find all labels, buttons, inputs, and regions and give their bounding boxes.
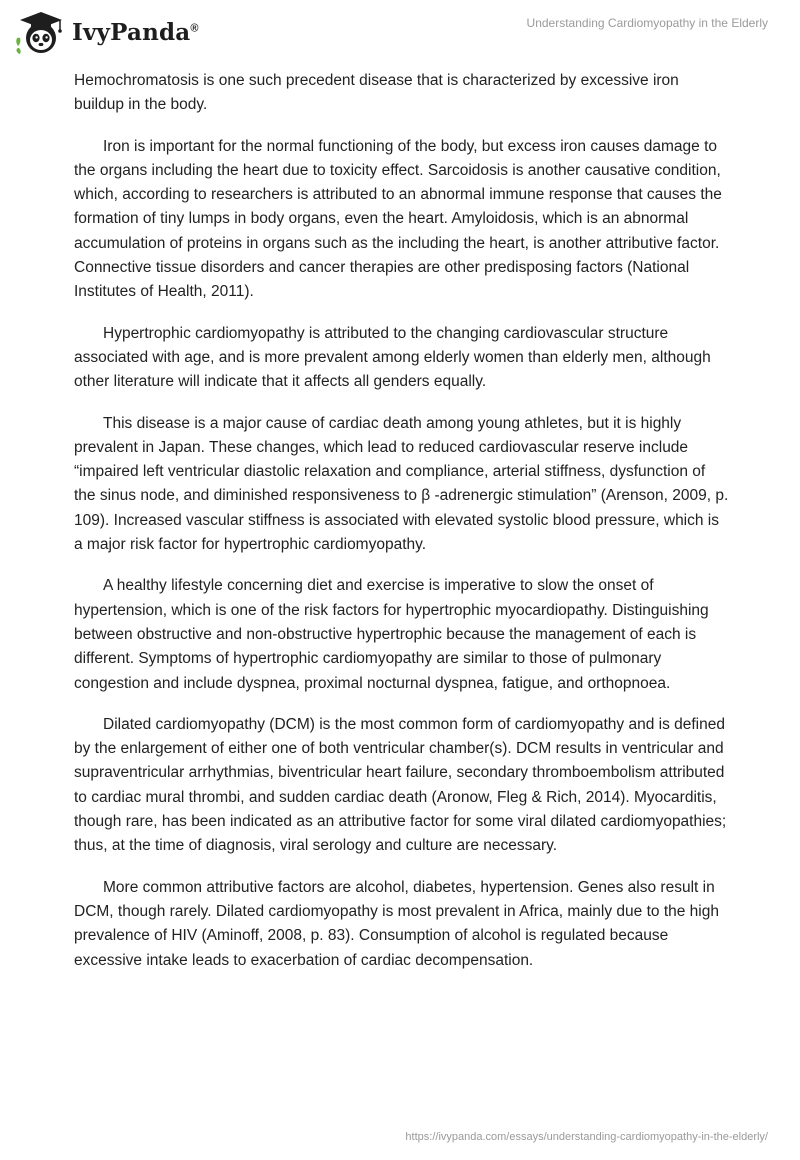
essay-body bbox=[74, 69, 730, 990]
document-title: Understanding Cardiomyopathy in the Elderly bbox=[526, 16, 768, 30]
panda-graduation-cap-icon bbox=[14, 8, 66, 56]
paragraph: A healthy lifestyle concerning diet and exercise is imperative to slow the onset of hypertension, which is one of the risk factors for hypertrophic myocardiopathy. Distinguishing between obstructive and non-obstructive hypertrophic because the management of each is different. Symptoms of hypertrophic cardiomyopathy are similar to those of pulmonary congestion and include dyspnea, proximal nocturnal dyspnea, fatigue, and orthopnoea. bbox=[74, 577, 709, 692]
paragraph: Hemochromatosis is one such precedent disease that is characterized by excessive iron buildup in the body. bbox=[74, 72, 679, 114]
paragraph: This disease is a major cause of cardiac death among young athletes, but it is highly prevalent in Japan. These changes, which lead to reduced cardiovascular reserve include “impaired left ventricular diastolic relaxation and compliance, arterial stiffness, dysfunction of the sinus node, and diminished responsiveness to β -adrenergic stimulation” (Arenson, 2009, p. 109). Increased vascular stiffness is associated with elevated systolic blood pressure, which is a major risk factor for hypertrophic cardiomyopathy. bbox=[74, 414, 729, 554]
logo-text: IvyPanda® bbox=[72, 18, 199, 46]
source-url: https://ivypanda.com/essays/understanding-cardiomyopathy-in-the-elderly/ bbox=[405, 1131, 768, 1143]
page-header bbox=[0, 0, 800, 70]
paragraph: More common attributive factors are alcohol, diabetes, hypertension. Genes also result in DCM, though rarely. Dilated cardiomyopathy is most prevalent in Africa, mainly due to the high prevalence of HIV (Aminoff, 2008, p. 83). Consumption of alcohol is regulated because excessive intake leads to exacerbation of cardiac decompensation. bbox=[74, 878, 719, 969]
paragraph: Iron is important for the normal functioning of the body, but excess iron causes damage to the organs including the heart due to toxicity effect. Sarcoidosis is another causative condition, which, according to researchers is attributed to an abnormal immune response that causes the formation of tiny lumps in body organs, even the heart. Amyloidosis, which is an abnormal accumulation of proteins in organs such as the including the heart, is another attributive factor. Connective tissue disorders and cancer therapies are other predisposing factors (National Institutes of Health, 2011). bbox=[74, 137, 722, 301]
paragraph: Dilated cardiomyopathy (DCM) is the most common form of cardiomyopathy and is defined by the enlargement of either one of both ventricular chamber(s). DCM results in ventricular and supraventricular arrhythmias, biventricular heart failure, secondary thromboembolism attributed to cardiac mural thrombi, and sudden cardiac death (Aronow, Fleg & Rich, 2014). Myocarditis, though rare, has been indicated as an attributive factor for some viral dilated cardiomyopathies; thus, at the time of diagnosis, viral serology and culture are necessary. bbox=[74, 715, 727, 855]
ivypanda-logo[interactable] bbox=[14, 8, 199, 56]
paragraph: Hypertrophic cardiomyopathy is attributed to the changing cardiovascular structure associated with age, and is more prevalent among elderly women than elderly men, although other literature will indicate that it affects all genders equally. bbox=[74, 324, 711, 391]
